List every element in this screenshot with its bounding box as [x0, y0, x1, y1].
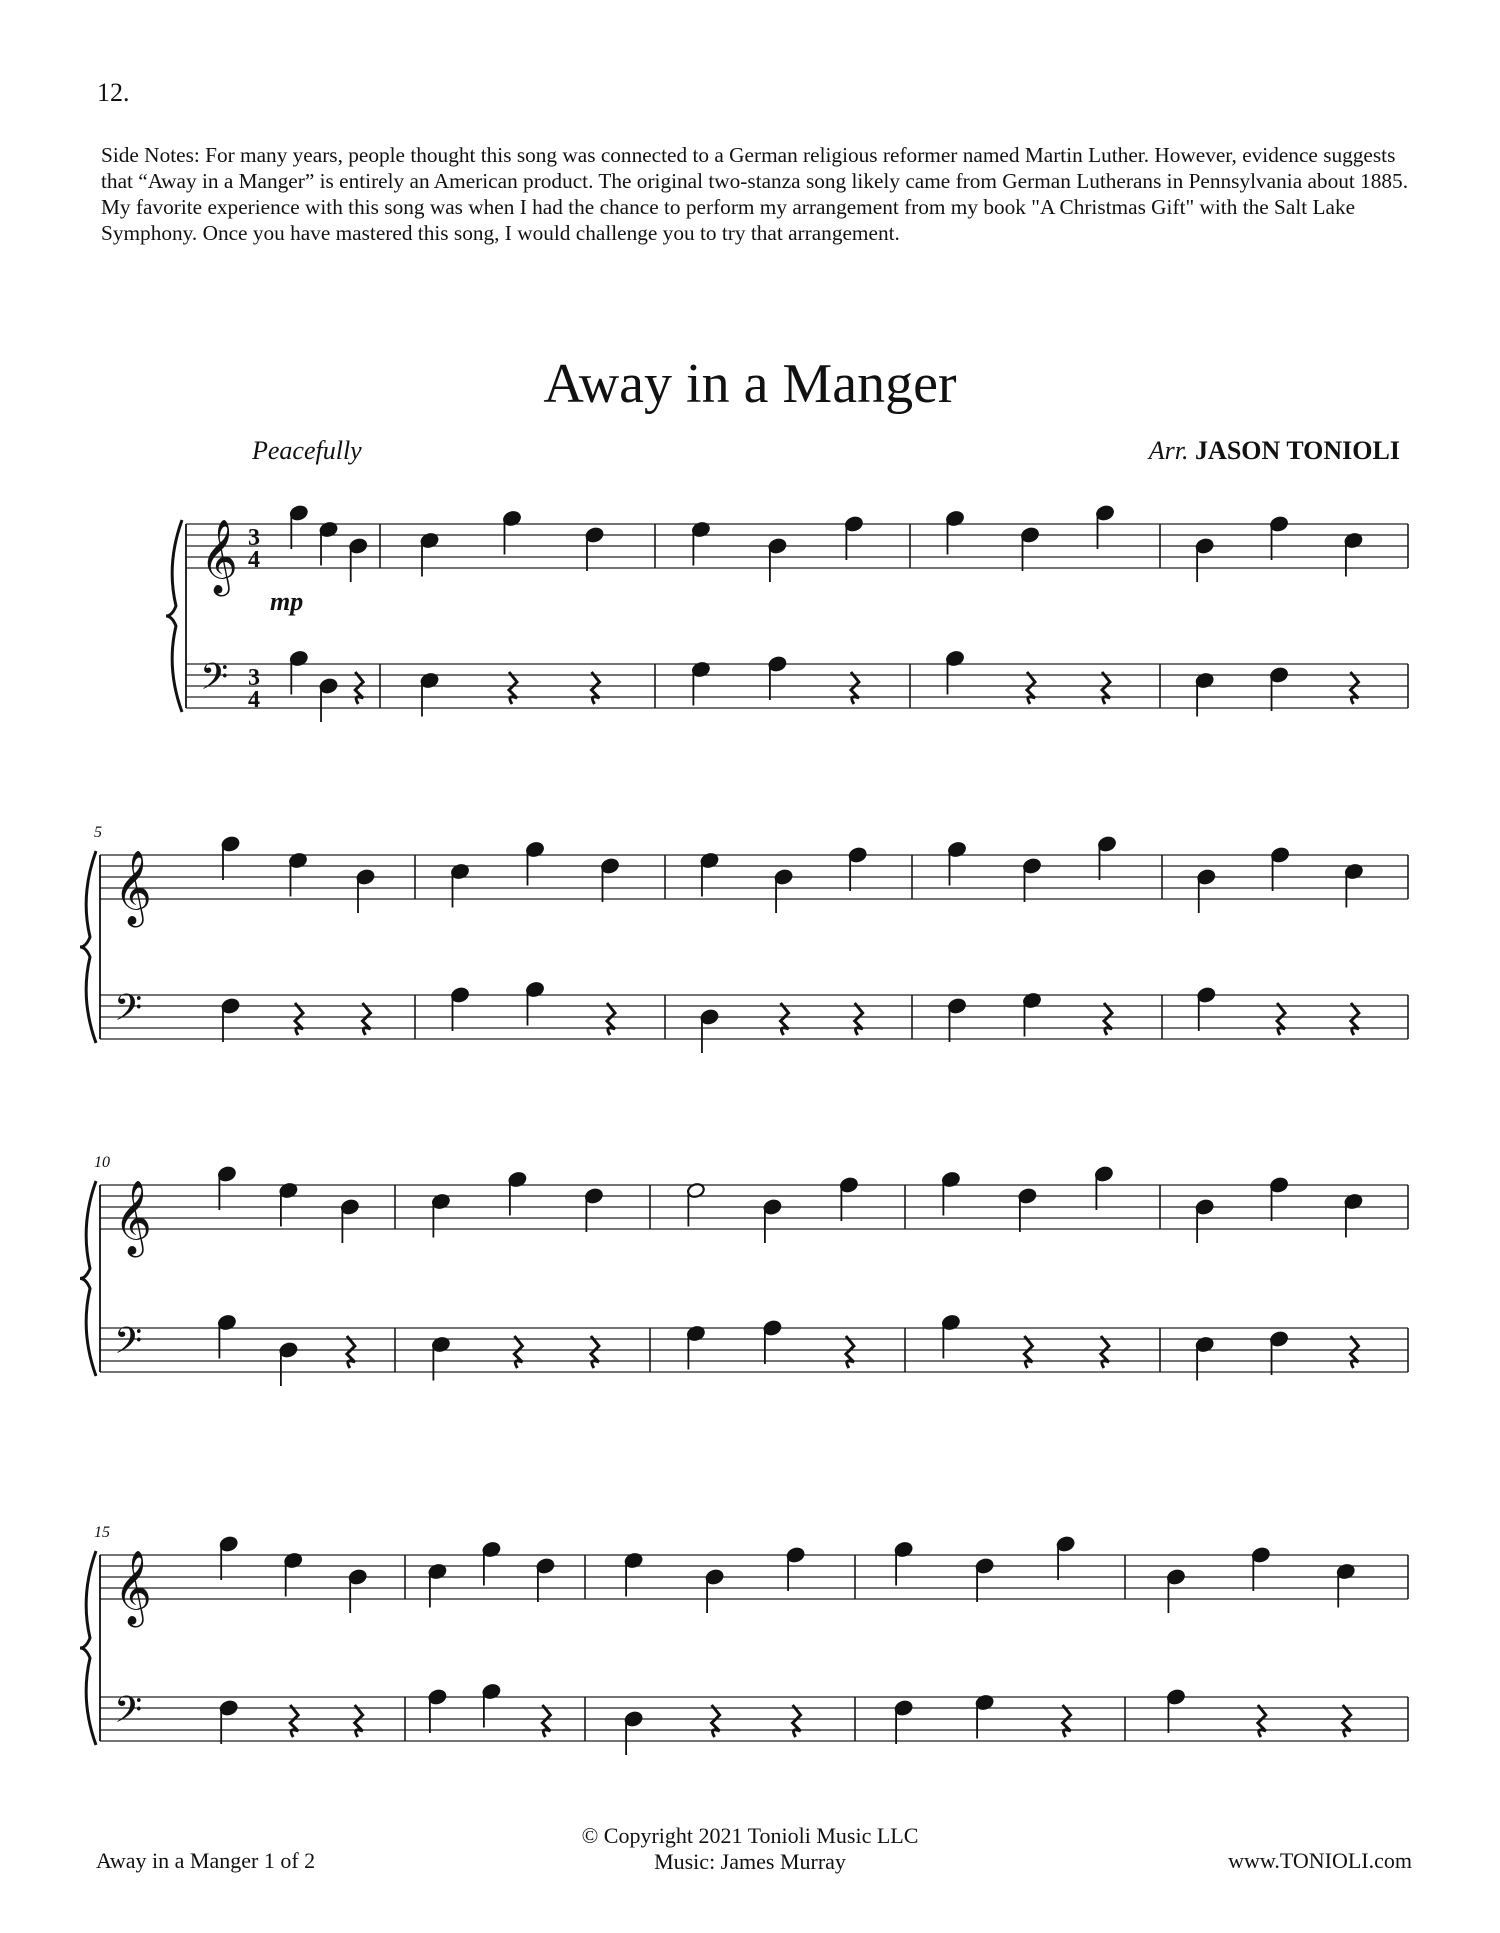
quarter-rest	[1101, 1336, 1109, 1368]
system-brace	[80, 1551, 96, 1745]
treble-clef: 𝄞	[114, 1181, 152, 1255]
system-brace	[80, 1181, 96, 1376]
measure-number: 5	[94, 824, 102, 841]
quarter-rest	[1258, 1705, 1266, 1737]
treble-clef: 𝄞	[200, 520, 238, 594]
quarter-rest	[851, 672, 859, 704]
quarter-rest	[542, 1705, 550, 1737]
quarter-rest	[1343, 1705, 1351, 1737]
copyright-notice: © Copyright 2021 Tonioli Music LLC	[581, 1823, 919, 1848]
quarter-rest	[1104, 1003, 1112, 1035]
quarter-rest	[1350, 1336, 1358, 1368]
quarter-rest	[712, 1705, 720, 1737]
quarter-rest	[355, 672, 363, 704]
measure-number: 15	[94, 1524, 110, 1541]
quarter-rest	[793, 1705, 801, 1737]
arranger-name: JASON TONIOLI	[1195, 436, 1400, 465]
measure-number: 10	[94, 1154, 110, 1171]
quarter-rest	[514, 1336, 522, 1368]
page-number: 12.	[97, 78, 130, 107]
quarter-rest	[846, 1336, 854, 1368]
quarter-rest	[781, 1003, 789, 1035]
bass-clef: 𝄢	[200, 655, 229, 707]
arranger-prefix: Arr.	[1148, 436, 1189, 465]
bass-clef: 𝄢	[114, 1688, 143, 1740]
time-signature-bottom: 4	[248, 687, 260, 713]
quarter-rest	[1024, 1336, 1032, 1368]
quarter-rest	[509, 672, 517, 704]
time-signature-bottom: 4	[248, 547, 260, 573]
music-credit: Music: James Murray	[654, 1849, 846, 1874]
quarter-rest	[592, 672, 600, 704]
quarter-rest	[1277, 1003, 1285, 1035]
dynamic-marking: mp	[270, 587, 304, 616]
treble-clef: 𝄞	[114, 851, 152, 925]
quarter-rest	[1027, 672, 1035, 704]
quarter-rest	[290, 1705, 298, 1737]
bass-clef: 𝄢	[114, 986, 143, 1038]
time-signature-top: 3	[248, 665, 260, 691]
tempo-marking: Peacefully	[252, 436, 362, 465]
side-notes: Side Notes: For many years, people thought this song was connected to a German religious reformer named Martin Luther. However, evidence suggests that “Away in a Manger” is entirely an American product. The original two-stanza song likely came from German Lutherans in Pennsylvania about 1885. My favorite experience with this song was when I had the chance to perform my arrangement from my book "A Christmas Gift" with the Salt Lake Symphony. Once you have mastered this song, I would challenge you to try that arrangement.	[101, 143, 1409, 245]
quarter-rest	[355, 1705, 363, 1737]
quarter-rest	[1350, 672, 1358, 704]
quarter-rest	[607, 1003, 615, 1035]
treble-clef: 𝄞	[114, 1551, 152, 1625]
quarter-rest	[347, 1336, 355, 1368]
quarter-rest	[855, 1003, 863, 1035]
footer-website: www.TONIOLI.com	[1228, 1848, 1412, 1873]
song-title: Away in a Manger	[543, 353, 957, 415]
quarter-rest	[1102, 672, 1110, 704]
quarter-rest	[363, 1003, 371, 1035]
system-brace	[166, 520, 182, 712]
footer-title: Away in a Manger 1 of 2	[96, 1848, 316, 1873]
quarter-rest	[591, 1336, 599, 1368]
quarter-rest	[295, 1003, 303, 1035]
quarter-rest	[1063, 1705, 1071, 1737]
bass-clef: 𝄢	[114, 1319, 143, 1371]
system-brace	[80, 851, 96, 1043]
quarter-rest	[1351, 1003, 1359, 1035]
time-signature-top: 3	[248, 525, 260, 551]
